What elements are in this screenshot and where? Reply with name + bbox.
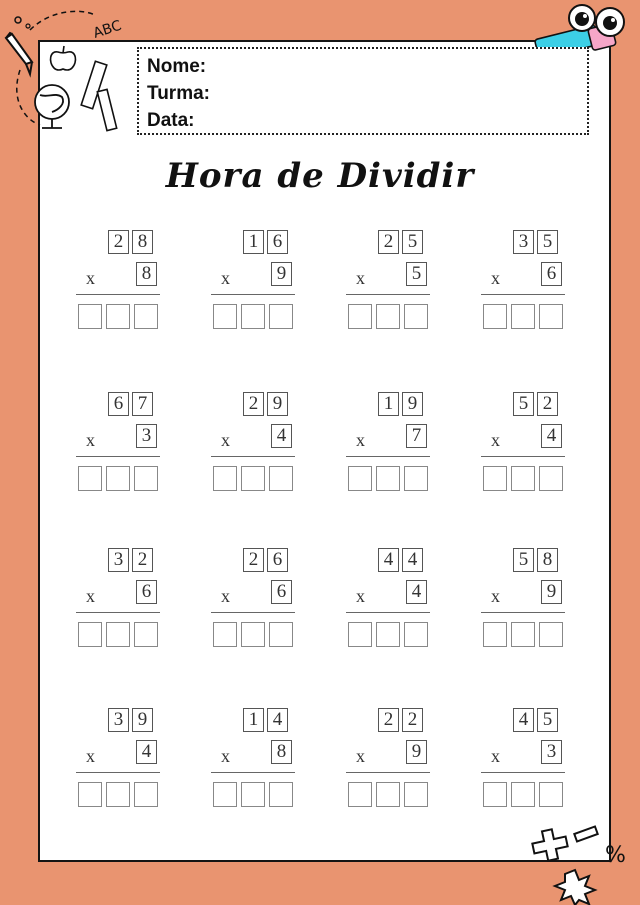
answer-digit-box[interactable] [511,304,535,329]
multiply-sign: x [356,586,365,606]
tens-digit-box: 1 [243,230,264,254]
answer-digit-box[interactable] [483,622,507,647]
name-label: Nome: [147,56,207,77]
answer-digit-box[interactable] [539,622,563,647]
tens-digit-box: 2 [108,230,129,254]
multiplication-problem [346,708,446,818]
tens-digit-box: 2 [378,230,399,254]
answer-rule [211,456,295,457]
answer-rule [346,612,430,613]
multiply-sign: x [356,746,365,766]
math-symbols-icon [515,822,640,905]
answer-digit-box[interactable] [404,304,428,329]
multiply-sign: x [86,586,95,606]
ones-digit-box: 4 [267,708,288,732]
multiplication-problem [76,708,176,818]
multiply-sign: x [356,430,365,450]
answer-rule [76,456,160,457]
ones-digit-box: 5 [537,230,558,254]
multiplication-problem [211,230,311,340]
multiplication-problem [211,392,311,502]
tens-digit-box: 5 [513,548,534,572]
answer-digit-box[interactable] [348,782,372,807]
multiplier-digit-box: 3 [136,424,157,448]
answer-digit-box[interactable] [376,782,400,807]
answer-rule [481,612,565,613]
tens-digit-box: 2 [378,708,399,732]
multiply-sign: x [221,268,230,288]
ones-digit-box: 2 [132,548,153,572]
tens-digit-box: 4 [513,708,534,732]
answer-rule [346,456,430,457]
tens-digit-box: 3 [108,548,129,572]
multiplier-digit-box: 8 [271,740,292,764]
multiplier-digit-box: 6 [271,580,292,604]
answer-digit-box[interactable] [106,622,130,647]
dashed-arc-decoration-top [30,11,95,30]
multiplier-digit-box: 4 [136,740,157,764]
ones-digit-box: 5 [402,230,423,254]
tens-digit-box: 3 [108,708,129,732]
answer-digit-box[interactable] [539,304,563,329]
answer-digit-box[interactable] [78,304,102,329]
answer-digit-box[interactable] [348,466,372,491]
answer-digit-box[interactable] [78,782,102,807]
multiplier-digit-box: 4 [541,424,562,448]
multiplication-problem [481,230,581,340]
answer-rule [76,612,160,613]
answer-rule [346,772,430,773]
multiplier-digit-box: 9 [271,262,292,286]
answer-rule [76,772,160,773]
multiplication-problem [76,230,176,340]
answer-digit-box[interactable] [269,466,293,491]
multiplication-problem [346,230,446,340]
multiplication-problem [76,548,176,658]
answer-digit-box[interactable] [106,304,130,329]
ones-digit-box: 2 [402,708,423,732]
multiplication-problem [211,708,311,818]
multiplication-problem [211,548,311,658]
answer-digit-box[interactable] [269,304,293,329]
class-label: Turma: [147,83,210,104]
answer-digit-box[interactable] [241,782,265,807]
answer-digit-box[interactable] [269,782,293,807]
multiply-sign: x [221,746,230,766]
multiply-sign: x [86,268,95,288]
date-label: Data: [147,110,195,131]
tens-digit-box: 2 [243,548,264,572]
answer-digit-box[interactable] [134,304,158,329]
multiply-sign: x [491,268,500,288]
ones-digit-box: 4 [402,548,423,572]
ones-digit-box: 9 [402,392,423,416]
answer-digit-box[interactable] [404,466,428,491]
multiplier-digit-box: 8 [136,262,157,286]
answer-rule [481,294,565,295]
ones-digit-box: 8 [537,548,558,572]
answer-digit-box[interactable] [269,622,293,647]
multiply-sign: x [356,268,365,288]
multiplication-problem [481,548,581,658]
ones-digit-box: 6 [267,548,288,572]
tens-digit-box: 2 [243,392,264,416]
answer-digit-box[interactable] [404,782,428,807]
pencil-icon [6,33,32,74]
answer-digit-box[interactable] [106,466,130,491]
multiplier-digit-box: 7 [406,424,427,448]
answer-digit-box[interactable] [213,782,237,807]
ones-digit-box: 8 [132,230,153,254]
ones-digit-box: 9 [132,708,153,732]
answer-digit-box[interactable] [106,782,130,807]
multiply-sign: x [221,430,230,450]
answer-digit-box[interactable] [511,782,535,807]
multiplier-digit-box: 4 [406,580,427,604]
ones-digit-box: 6 [267,230,288,254]
answer-digit-box[interactable] [483,304,507,329]
answer-rule [481,456,565,457]
answer-digit-box[interactable] [376,466,400,491]
tens-digit-box: 5 [513,392,534,416]
answer-rule [346,294,430,295]
multiply-sign: x [86,746,95,766]
multiply-sign: x [221,586,230,606]
answer-digit-box[interactable] [241,466,265,491]
ones-digit-box: 9 [267,392,288,416]
tens-digit-box: 1 [243,708,264,732]
multiplier-digit-box: 3 [541,740,562,764]
multiplier-digit-box: 9 [541,580,562,604]
answer-rule [211,772,295,773]
multiplier-digit-box: 4 [271,424,292,448]
answer-digit-box[interactable] [511,622,535,647]
student-info-box [137,47,589,135]
answer-digit-box[interactable] [78,466,102,491]
answer-digit-box[interactable] [348,622,372,647]
multiplication-problem [481,392,581,502]
globe-icon [35,85,69,128]
multiplication-problem [346,548,446,658]
answer-rule [211,294,295,295]
answer-digit-box[interactable] [241,622,265,647]
multiply-sign: x [86,430,95,450]
multiply-sign: x [491,430,500,450]
ones-digit-box: 7 [132,392,153,416]
answer-digit-box[interactable] [213,466,237,491]
abc-doodle: ABC [91,17,124,42]
answer-digit-box[interactable] [134,782,158,807]
answer-digit-box[interactable] [483,466,507,491]
answer-digit-box[interactable] [483,782,507,807]
multiplication-problem [481,708,581,818]
answer-rule [76,294,160,295]
multiplication-problem [346,392,446,502]
answer-digit-box[interactable] [539,782,563,807]
apple-icon [51,46,76,70]
school-doodles-icon [0,0,140,150]
multiplier-digit-box: 9 [406,740,427,764]
answer-digit-box[interactable] [376,622,400,647]
answer-digit-box[interactable] [376,304,400,329]
tens-digit-box: 4 [378,548,399,572]
tens-digit-box: 6 [108,392,129,416]
page-title: Hora de Dividir [165,156,475,196]
multiplier-digit-box: 6 [136,580,157,604]
answer-digit-box[interactable] [213,622,237,647]
tens-digit-box: 3 [513,230,534,254]
ruler-icon [81,61,117,130]
answer-digit-box[interactable] [134,622,158,647]
multiplier-digit-box: 5 [406,262,427,286]
multiplier-digit-box: 6 [541,262,562,286]
answer-digit-box[interactable] [134,466,158,491]
answer-digit-box[interactable] [539,466,563,491]
tens-digit-box: 1 [378,392,399,416]
answer-digit-box[interactable] [78,622,102,647]
answer-rule [211,612,295,613]
answer-rule [481,772,565,773]
multiply-sign: x [491,586,500,606]
ones-digit-box: 5 [537,708,558,732]
multiply-sign: x [491,746,500,766]
answer-digit-box[interactable] [213,304,237,329]
svg-text:%: % [605,843,626,868]
answer-digit-box[interactable] [348,304,372,329]
ones-digit-box: 2 [537,392,558,416]
multiplication-problem [76,392,176,502]
answer-digit-box[interactable] [404,622,428,647]
answer-digit-box[interactable] [241,304,265,329]
answer-digit-box[interactable] [511,466,535,491]
